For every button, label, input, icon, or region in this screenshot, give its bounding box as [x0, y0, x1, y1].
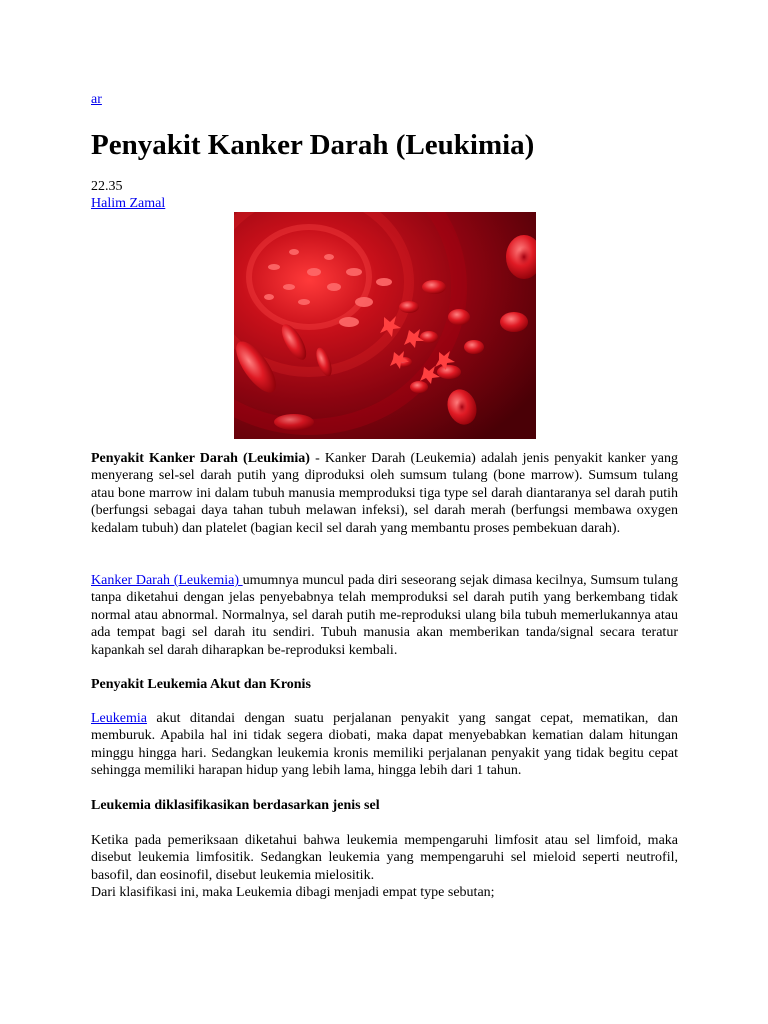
blood-cells-image	[234, 212, 536, 439]
paragraph-origin	[91, 572, 678, 659]
top-link[interactable]: ar	[91, 92, 102, 107]
blood-cells-illustration-icon	[234, 212, 536, 439]
acute-text: akut ditandai dengan suatu perjalanan penyakit yang sangat cepat, mematikan, dan memburuk. Apabila hal ini tidak segera diobati, maka dapat menyebabkan kematian dalam hitungan minggu hingga hari. Sedangkan leukemia kronis memiliki perjalanan penyakit yang tidak begitu cepat sehingga memiliki harapan hidup yang lebih lama, hingga lebih dari 1 tahun.	[91, 711, 678, 779]
intro-bold-term: Penyakit Kanker Darah (Leukimia)	[91, 451, 310, 466]
heading-classification: Leukemia diklasifikasikan berdasarkan jenis sel	[91, 798, 380, 813]
heading-acute-chronic: Penyakit Leukemia Akut dan Kronis	[91, 677, 311, 692]
post-time: 22.35	[91, 179, 123, 194]
kanker-darah-link[interactable]: Kanker Darah (Leukemia)	[91, 573, 243, 588]
paragraph-acute	[91, 710, 678, 780]
intro-text: - Kanker Darah (Leukemia) adalah jenis penyakit kanker yang menyerang sel-sel darah putih yang diproduksi oleh sumsum tulang (bone marrow). Sumsum tulang atau bone marrow ini dalam tubuh manusia memproduksi tiga type sel darah diantaranya sel darah putih (berfungsi sebagai daya tahan tubuh melawan infeksi), sel darah merah (berfungsi membawa oxygen kedalam tubuh) dan platelet (bagian kecil sel darah yang membantu proses pembekuan darah).	[91, 451, 678, 536]
paragraph-classification: Ketika pada pemeriksaan diketahui bahwa leukemia mempengaruhi limfosit atau sel limfoid, maka disebut leukemia limfositik. Sedangkan leukemia yang mempengaruhi sel mieloid seperti neutrofil, basofil, dan eosinofil, disebut leukemia mielositik.	[91, 833, 678, 883]
author-link[interactable]: Halim Zamal	[91, 196, 166, 211]
page-title: Penyakit Kanker Darah (Leukimia)	[91, 129, 535, 161]
paragraph-intro	[91, 450, 678, 537]
origin-text: umumnya muncul pada diri seseorang sejak dimasa kecilnya, Sumsum tulang tanpa diketahui dengan jelas penyebabnya telah memproduksi sel darah putih yang berkembang tidak normal atau abnormal. Normalnya, sel darah putih me-reproduksi ulang bila tubuh memerlukannya atau ada tempat bagi sel darah itu sendiri. Tubuh manusia akan memberikan tanda/signal secara teratur kapankah sel darah diharapkan be-reproduksi kembali.	[91, 573, 678, 658]
leukemia-link[interactable]: Leukemia	[91, 711, 147, 726]
paragraph-types-intro: Dari klasifikasi ini, maka Leukemia dibagi menjadi empat type sebutan;	[91, 885, 495, 900]
post-meta	[91, 178, 165, 212]
